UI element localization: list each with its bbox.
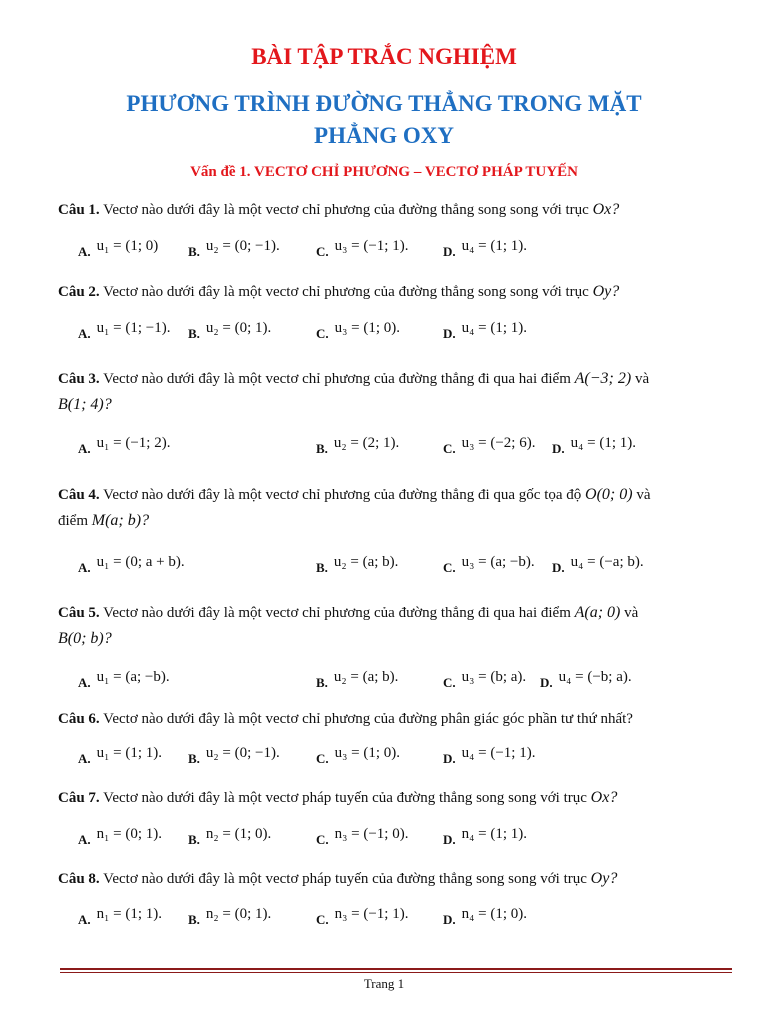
- question-label: Câu 6.: [58, 711, 100, 727]
- document-subtitle: [0, 88, 768, 152]
- question-label: Câu 7.: [58, 790, 100, 806]
- option-expr: u₂ = (0; −1).: [205, 745, 280, 761]
- option-expr: n₃ = (−1; 1).: [334, 906, 409, 922]
- option-a[interactable]: A. u₁ = (1; 1).: [78, 745, 162, 766]
- option-expr: n₃ = (−1; 0).: [334, 826, 409, 842]
- option-expr: u₄ = (1; 1).: [570, 435, 636, 451]
- question-label: Câu 5.: [58, 605, 100, 621]
- question-math-line2: B(1; 4)?: [58, 396, 112, 413]
- question-math-line2: B(0; b)?: [58, 630, 112, 647]
- option-expr: u₁ = (0; a + b).: [96, 554, 185, 570]
- option-b[interactable]: B. u₂ = (2; 1).: [316, 435, 400, 456]
- option-expr: u₄ = (−a; b).: [570, 554, 644, 570]
- option-expr: n₄ = (1; 0).: [461, 906, 527, 922]
- question-label: Câu 4.: [58, 487, 100, 503]
- option-c[interactable]: C. u₃ = (1; 0).: [316, 320, 400, 341]
- question-label: Câu 2.: [58, 284, 100, 300]
- question-tail: và: [624, 605, 639, 621]
- question-text: Vectơ nào dưới đây là một vectơ chỉ phương của đường thẳng đi qua gốc tọa độ: [103, 487, 582, 503]
- option-expr: u₄ = (−1; 1).: [461, 745, 536, 761]
- question-label: Câu 1.: [58, 202, 100, 218]
- option-expr: n₂ = (0; 1).: [205, 906, 272, 922]
- question-3: [58, 366, 734, 418]
- question-6: [58, 707, 734, 732]
- option-expr: n₂ = (1; 0).: [205, 826, 272, 842]
- option-b[interactable]: B. n₂ = (0; 1).: [188, 906, 272, 927]
- question-text: Vectơ nào dưới đây là một vectơ chỉ phương của đường thẳng song song với trục: [103, 202, 589, 218]
- option-b[interactable]: B. u₂ = (0; −1).: [188, 238, 280, 259]
- footer-divider-thin: [60, 972, 732, 973]
- question-text: Vectơ nào dưới đây là một vectơ chỉ phương của đường phân giác góc phần tư thứ nhất?: [103, 711, 633, 727]
- option-d[interactable]: D. u₄ = (1; 1).: [443, 238, 527, 259]
- option-b[interactable]: B. n₂ = (1; 0).: [188, 826, 272, 847]
- option-a[interactable]: A. n₁ = (0; 1).: [78, 826, 162, 847]
- question-math: Ox?: [590, 789, 618, 806]
- option-b[interactable]: B. u₂ = (0; −1).: [188, 745, 280, 766]
- option-d[interactable]: D. u₄ = (−1; 1).: [443, 745, 536, 766]
- option-b[interactable]: B. u₂ = (a; b).: [316, 554, 399, 575]
- option-a[interactable]: A. u₁ = (1; 0): [78, 238, 159, 259]
- option-expr: u₁ = (1; 0): [96, 238, 159, 254]
- question-tail: và: [636, 487, 651, 503]
- page-number: Trang 1: [363, 976, 405, 991]
- question-1: [58, 197, 734, 223]
- section-heading: Vấn đề 1. VECTƠ CHỈ PHƯƠNG – VECTƠ PHÁP TUYẾN: [190, 164, 578, 180]
- option-expr: u₁ = (a; −b).: [96, 669, 170, 685]
- question-2: [58, 279, 734, 305]
- question-text: Vectơ nào dưới đây là một vectơ pháp tuyến của đường thẳng song song với trục: [103, 871, 587, 887]
- option-expr: u₃ = (−2; 6).: [461, 435, 536, 451]
- option-b[interactable]: B. u₂ = (0; 1).: [188, 320, 272, 341]
- question-7: [58, 785, 734, 811]
- option-expr: u₃ = (b; a).: [461, 669, 527, 685]
- option-expr: n₁ = (0; 1).: [96, 826, 162, 842]
- question-math-line2: M(a; b)?: [91, 512, 150, 529]
- option-expr: u₃ = (−1; 1).: [334, 238, 409, 254]
- option-c[interactable]: C. u₃ = (b; a).: [443, 669, 527, 690]
- option-c[interactable]: C. u₃ = (−1; 1).: [316, 238, 409, 259]
- question-text: Vectơ nào dưới đây là một vectơ chỉ phương của đường thẳng song song với trục: [103, 284, 589, 300]
- option-expr: u₃ = (a; −b).: [461, 554, 535, 570]
- option-expr: u₂ = (0; −1).: [205, 238, 280, 254]
- question-label: Câu 3.: [58, 371, 100, 387]
- option-expr: n₄ = (1; 1).: [461, 826, 527, 842]
- option-a[interactable]: A. u₁ = (1; −1).: [78, 320, 171, 341]
- option-expr: u₂ = (0; 1).: [205, 320, 272, 336]
- question-label: Câu 8.: [58, 871, 100, 887]
- option-expr: u₂ = (a; b).: [333, 554, 399, 570]
- option-a[interactable]: A. n₁ = (1; 1).: [78, 906, 162, 927]
- subtitle-line-1: PHƯƠNG TRÌNH ĐƯỜNG THẲNG TRONG MẶT: [126, 91, 642, 116]
- question-4: [58, 482, 734, 534]
- option-c[interactable]: C. u₃ = (−2; 6).: [443, 435, 536, 456]
- question-text: Vectơ nào dưới đây là một vectơ pháp tuyến của đường thẳng song song với trục: [103, 790, 587, 806]
- question-text-line2: điểm: [58, 513, 88, 529]
- option-c[interactable]: C. n₃ = (−1; 1).: [316, 906, 409, 927]
- option-a[interactable]: A. u₁ = (0; a + b).: [78, 554, 185, 575]
- question-text: Vectơ nào dưới đây là một vectơ chỉ phương của đường thẳng đi qua hai điểm: [103, 371, 571, 387]
- question-math: A(a; 0): [574, 604, 621, 621]
- option-expr: u₂ = (a; b).: [333, 669, 399, 685]
- option-d[interactable]: D. u₄ = (1; 1).: [552, 435, 636, 456]
- question-math: O(0; 0): [585, 486, 633, 503]
- option-d[interactable]: D. u₄ = (−b; a).: [540, 669, 632, 690]
- question-math: A(−3; 2): [574, 370, 632, 387]
- question-math: Ox?: [592, 201, 620, 218]
- question-5: [58, 600, 734, 652]
- option-c[interactable]: C. n₃ = (−1; 0).: [316, 826, 409, 847]
- question-math: Oy?: [592, 283, 620, 300]
- option-expr: u₁ = (1; 1).: [96, 745, 162, 761]
- question-tail: và: [634, 371, 650, 387]
- option-d[interactable]: D. u₄ = (−a; b).: [552, 554, 644, 575]
- option-expr: u₄ = (−b; a).: [558, 669, 632, 685]
- subtitle-line-2: PHẲNG OXY: [314, 123, 454, 148]
- option-b[interactable]: B. u₂ = (a; b).: [316, 669, 399, 690]
- option-expr: u₃ = (1; 0).: [334, 745, 400, 761]
- option-d[interactable]: D. n₄ = (1; 1).: [443, 826, 527, 847]
- option-expr: u₂ = (2; 1).: [333, 435, 400, 451]
- option-expr: u₁ = (−1; 2).: [96, 435, 171, 451]
- question-math: Oy?: [590, 870, 618, 887]
- option-expr: u₄ = (1; 1).: [461, 320, 527, 336]
- option-c[interactable]: C. u₃ = (a; −b).: [443, 554, 535, 575]
- option-d[interactable]: D. n₄ = (1; 0).: [443, 906, 527, 927]
- option-d[interactable]: D. u₄ = (1; 1).: [443, 320, 527, 341]
- document-title: BÀI TẬP TRẮC NGHIỆM: [251, 44, 517, 69]
- question-text: Vectơ nào dưới đây là một vectơ chỉ phương của đường thẳng đi qua hai điểm: [103, 605, 571, 621]
- option-a[interactable]: A. u₁ = (a; −b).: [78, 669, 170, 690]
- option-expr: u₁ = (1; −1).: [96, 320, 171, 336]
- option-expr: u₄ = (1; 1).: [461, 238, 527, 254]
- option-c[interactable]: C. u₃ = (1; 0).: [316, 745, 400, 766]
- option-a[interactable]: A. u₁ = (−1; 2).: [78, 435, 171, 456]
- question-8: [58, 866, 734, 892]
- footer-divider: [60, 968, 732, 970]
- option-expr: u₃ = (1; 0).: [334, 320, 400, 336]
- option-expr: n₁ = (1; 1).: [96, 906, 162, 922]
